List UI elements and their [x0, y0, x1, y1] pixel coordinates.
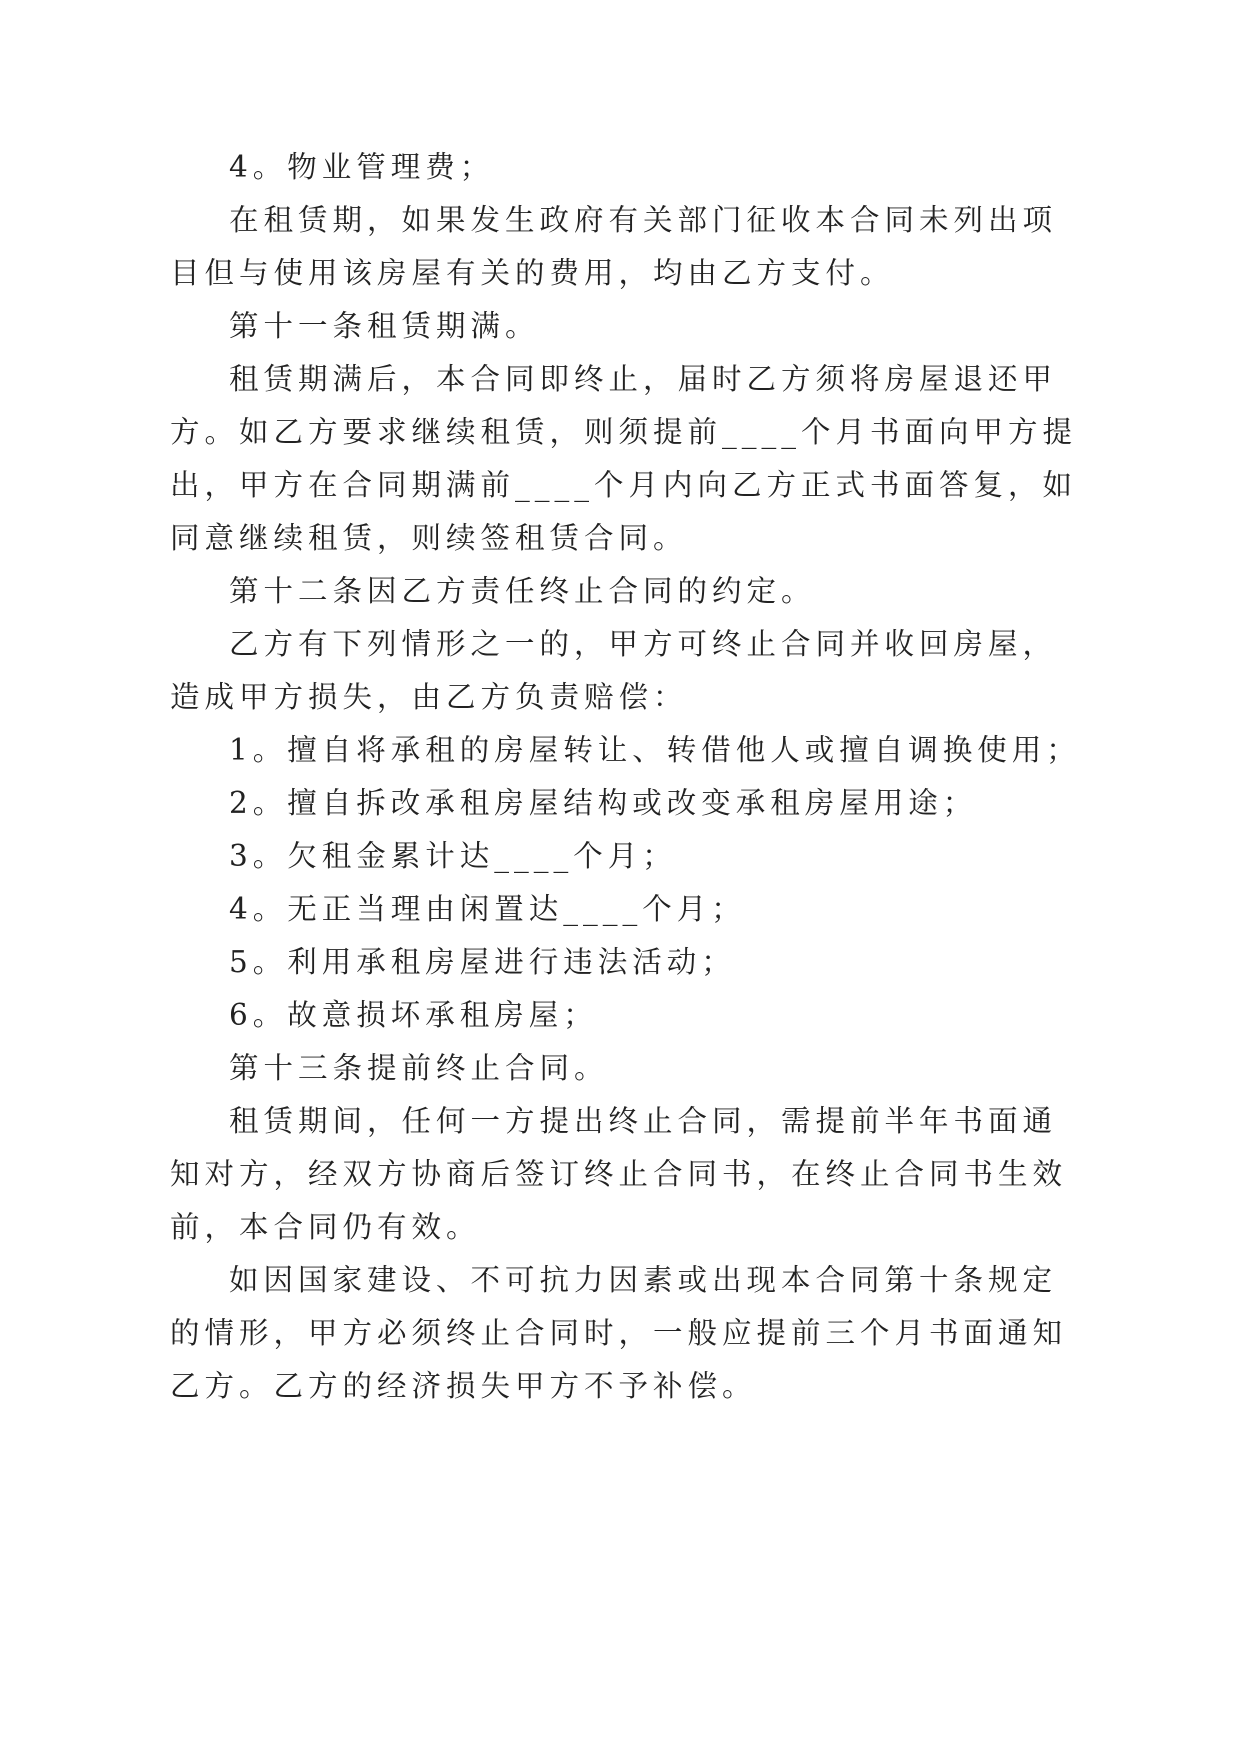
paragraph-line: 第十一条租赁期满。 [229, 309, 540, 343]
paragraph-line: 6。故意损坏承租房屋； [229, 998, 598, 1032]
paragraph-line: 在租赁期，如果发生政府有关部门征收本合同未列出项 [229, 203, 1058, 237]
paragraph-line: 前，本合同仍有效。 [170, 1210, 481, 1244]
paragraph-line: 1。擅自将承租的房屋转让、转借他人或擅自调换使用； [229, 733, 1081, 767]
paragraph-line: 2。擅自拆改承租房屋结构或改变承租房屋用途； [229, 786, 978, 820]
paragraph-line: 乙方。乙方的经济损失甲方不予补偿。 [170, 1369, 757, 1403]
paragraph-line: 出，甲方在合同期满前____个月内向乙方正式书面答复，如 [170, 468, 1078, 502]
paragraph-line: 租赁期间，任何一方提出终止合同，需提前半年书面通 [229, 1104, 1058, 1138]
paragraph-line: 目但与使用该房屋有关的费用，均由乙方支付。 [170, 256, 895, 290]
paragraph-line: 乙方有下列情形之一的，甲方可终止合同并收回房屋， [229, 627, 1058, 661]
paragraph-line: 如因国家建设、不可抗力因素或出现本合同第十条规定 [229, 1263, 1058, 1297]
paragraph-line: 租赁期满后，本合同即终止，届时乙方须将房屋退还甲 [229, 362, 1058, 396]
paragraph-line: 知对方，经双方协商后签订终止合同书，在终止合同书生效 [170, 1157, 1068, 1191]
paragraph-line: 5。利用承租房屋进行违法活动； [229, 945, 736, 979]
paragraph-line: 4。无正当理由闲置达____个月； [229, 892, 746, 926]
paragraph-line: 第十二条因乙方责任终止合同的约定。 [229, 574, 816, 608]
paragraph-line: 3。欠租金累计达____个月； [229, 839, 677, 873]
paragraph-line: 第十三条提前终止合同。 [229, 1051, 609, 1085]
paragraph-line: 方。如乙方要求继续租赁，则须提前____个月书面向甲方提 [170, 415, 1078, 449]
paragraph-line: 4。物业管理费； [229, 150, 495, 184]
paragraph-line: 造成甲方损失，由乙方负责赔偿： [170, 680, 688, 714]
paragraph-line: 的情形，甲方必须终止合同时，一般应提前三个月书面通知 [170, 1316, 1068, 1350]
paragraph-line: 同意继续租赁，则续签租赁合同。 [170, 521, 688, 555]
